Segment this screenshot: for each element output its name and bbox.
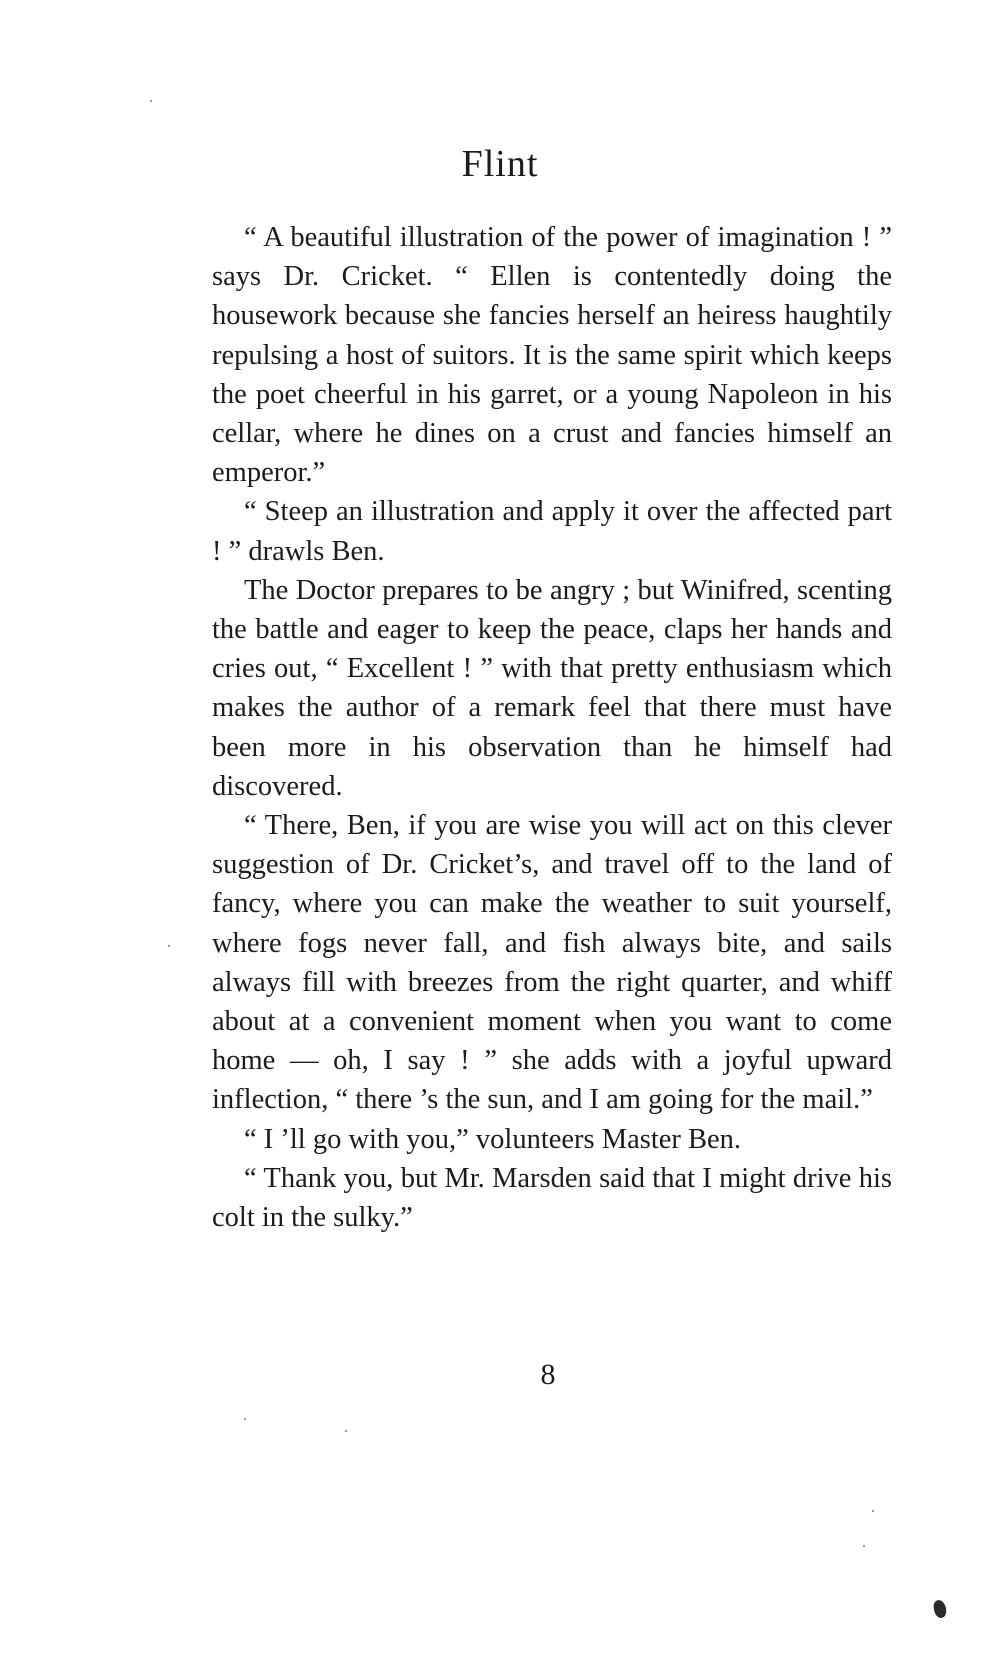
paper-speck: [168, 945, 170, 947]
paper-speck: [872, 1510, 874, 1512]
paragraph: “ Thank you, but Mr. Marsden said that I might drive his colt in the sulky.”: [212, 1162, 892, 1234]
paragraph: “ There, Ben, if you are wise you will act on this clever suggestion of Dr. Cricket’s, and travel off to the land of fancy, where you can make the weather to suit yourself, where fogs never fall, and fish always bite, and sails always fill with breezes from the right quarter, and whiff about at a convenient moment when you want to come home — oh, I say ! ” she adds with a joyful upward inflection, “ there ’s the sun, and I am going for the mail.”: [212, 810, 892, 1116]
paragraph: The Doctor prepares to be angry ; but Winifred, scenting the battle and eager to keep the peace, claps her hands and cries out, “ Excellent ! ” with that pretty enthusiasm which makes the author of a remark feel that there must have been more in his observation than he himself had discovered.: [212, 574, 892, 802]
paper-speck: [150, 100, 152, 102]
paper-speck: [863, 1545, 865, 1547]
paragraph: “ I ’ll go with you,” volunteers Master Ben.: [244, 1123, 742, 1155]
running-head: Flint: [461, 143, 539, 185]
page-number: 8: [540, 1358, 556, 1391]
body-text: [212, 218, 892, 1237]
paper-speck: [244, 1418, 246, 1420]
paragraph: “ Steep an illustration and apply it over the affected part ! ” drawls Ben.: [212, 496, 892, 567]
paper-speck: [345, 1430, 347, 1432]
ink-blot: [932, 1599, 947, 1619]
paragraph: “ A beautiful illustration of the power of imagination ! ” says Dr. Cricket. “ Ellen is contentedly doing the housework because she fancies herself an heiress haughtily repulsing a host of suitors. It is the same spirit which keeps the poet cheerful in his garret, or a young Napoleon in his cellar, where he dines on a crust and fancies himself an emperor.”: [212, 222, 892, 489]
